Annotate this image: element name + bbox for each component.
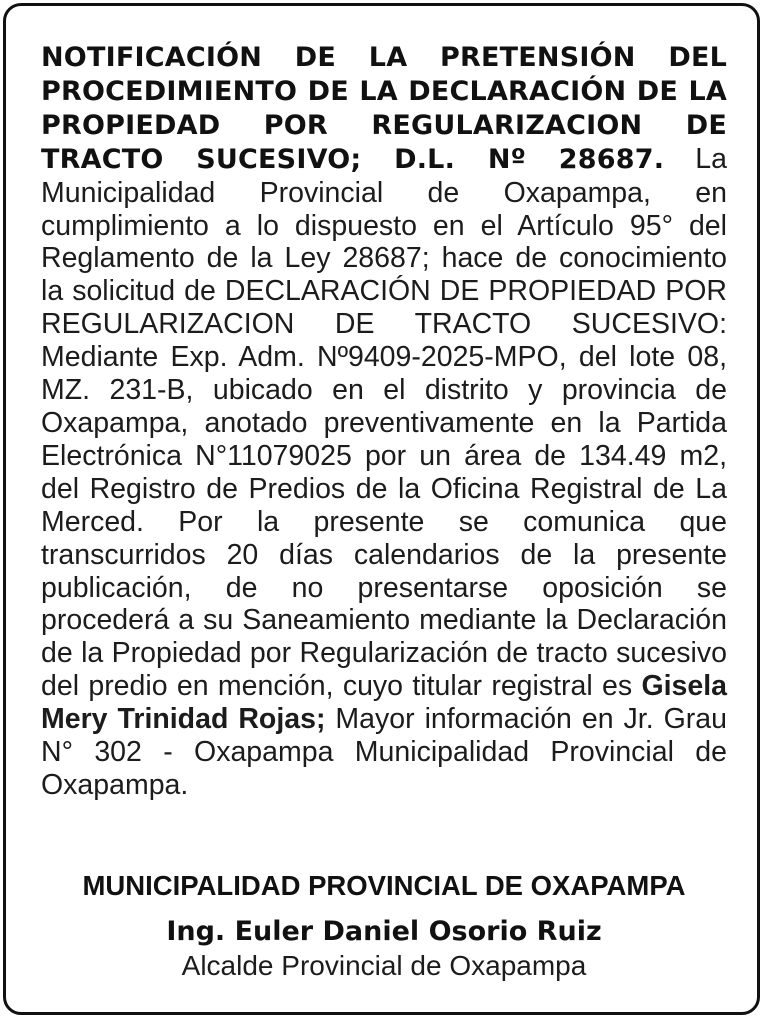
- institution-name: MUNICIPALIDAD PROVINCIAL DE OXAPAMPA: [82, 870, 686, 901]
- registered-owner-name: Gisela Mery Trinidad Rojas;: [41, 670, 727, 736]
- signer-name: Ing. Euler Daniel Osorio Ruiz: [166, 916, 602, 947]
- notice-body-text: La Municipalidad Provincial de Oxapampa, en cumplimiento a lo dispuesto en el Artículo 95° del Reglamento de la Ley 28687; hace de conocimiento la solicitud de DECLARACIÓN DE PROPIEDAD POR REGULARIZACION DE TRACTO SUCESIVO: Mediante Exp. Adm. Nº9409-2025-MPO, del lote 08, MZ. 231-B, ubicado en el distrito y provincia de Oxapampa, anotado preventivamente en la Partida Electrónica N°11079025 por un área de 134.49 m2, del Registro de Predios de la Oficina Registral de La Merced. Por la presente se comunica que transcurridos 20 días calendarios de la presente publicación, de no presentarse oposición se procederá a su Saneamiento mediante la Declaración de la Propiedad por Regularización de tracto sucesivo del predio en mención, cuyo titular registral es: [41, 142, 727, 703]
- notice-heading: NOTIFICACIÓN DE LA PRETENSIÓN DEL PROCEDIMIENTO DE LA DECLARACIÓN DE LA PROPIEDAD POR REGULARIZACION DE TRACTO SUCESIVO; D.L. Nº 28687.: [41, 42, 727, 175]
- notice-closing-text: Mayor información en Jr. Grau N° 302 - Oxapampa Municipalidad Provincial de Oxapampa.: [41, 703, 727, 801]
- signer-title: Alcalde Provincial de Oxapampa: [181, 950, 587, 981]
- notice-text: [41, 41, 727, 802]
